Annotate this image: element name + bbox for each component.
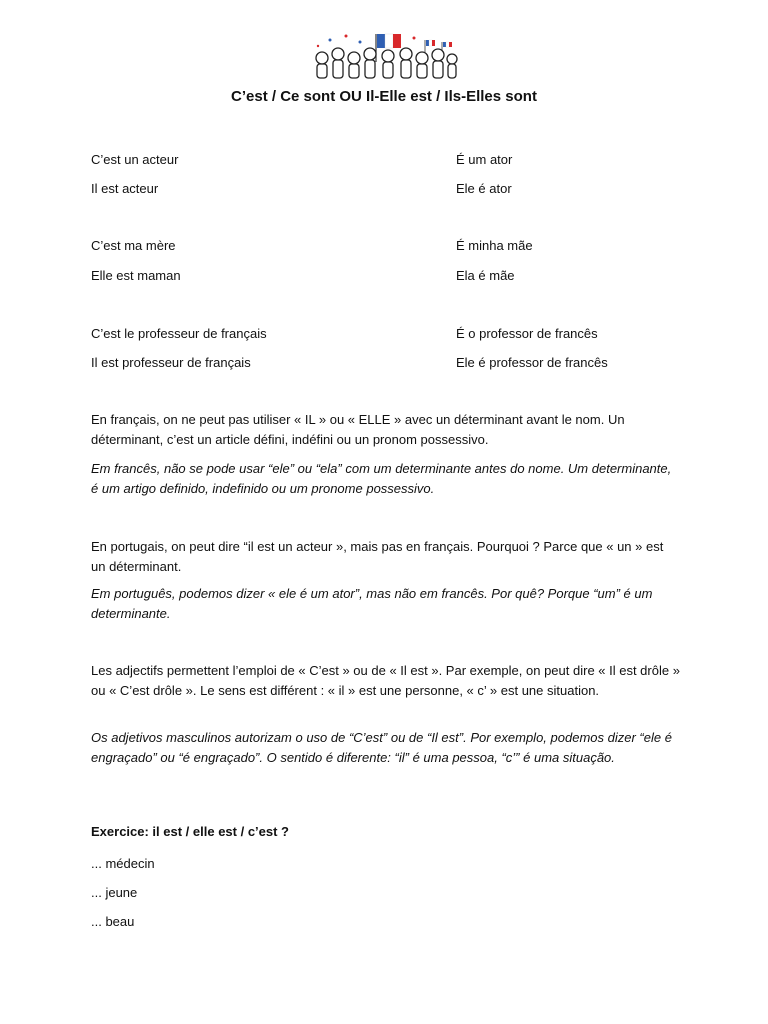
- french-sentence: C’est le professeur de français: [91, 326, 267, 341]
- cartoon-people-icon: [316, 48, 457, 78]
- portuguese-sentence: É minha mãe: [456, 238, 533, 253]
- explanation-paragraph-pt: Em português, podemos dizer « ele é um ator”, mas não em francês. Por quê? Porque “um” é um determinante.: [91, 586, 653, 621]
- explanation-paragraph-fr: En français, on ne peut pas utiliser « IL » ou « ELLE » avec un déterminant avant le nom. Un déterminant, c’est un article défini, indéfini ou un pronom possessivo.: [91, 412, 625, 447]
- page-title: C’est / Ce sont OU Il-Elle est / Ils-Elles sont: [231, 88, 537, 105]
- portuguese-sentence: É um ator: [456, 152, 513, 167]
- explanation-paragraph-pt: Os adjetivos masculinos autorizam o uso de “C’est” ou de “Il est”. Por exemplo, podemos dizer “ele é engraçado” ou “é engraçado”. O sentido é diferente: “il” é uma pessoa, “c’” é uma situação.: [91, 730, 672, 765]
- exercise-title: Exercice: il est / elle est / c’est ?: [91, 824, 289, 839]
- header-illustration: [310, 28, 460, 84]
- french-sentence: C’est un acteur: [91, 152, 179, 167]
- portuguese-sentence: Ela é mãe: [456, 268, 515, 283]
- portuguese-sentence: Ele é ator: [456, 181, 512, 196]
- portuguese-sentence: É o professor de francês: [456, 326, 598, 341]
- explanation-paragraph-fr: Les adjectifs permettent l’emploi de « C’est » ou de « Il est ». Par exemple, on peut dire « Il est drôle » ou « C’est drôle ». Le sens est différent : « il » est une personne, « c’ » est une situation.: [91, 663, 680, 698]
- french-sentence: Il est acteur: [91, 181, 159, 196]
- explanation-paragraph-fr: En portugais, on peut dire “il est un acteur », mais pas en français. Pourquoi ? Parce que « un » est un déterminant.: [91, 539, 664, 574]
- exercise-item: ... beau: [91, 914, 135, 929]
- portuguese-sentence: Ele é professor de francês: [456, 355, 608, 370]
- explanation-paragraph-pt: Em francês, não se pode usar “ele” ou “ela” com um determinante antes do nome. Um determinante, é um artigo definido, indefinido ou um pronome possessivo.: [91, 461, 672, 496]
- french-sentence: Elle est maman: [91, 268, 181, 283]
- french-sentence: C’est ma mère: [91, 238, 176, 253]
- french-sentence: Il est professeur de français: [91, 355, 251, 370]
- exercise-item: ... médecin: [91, 856, 155, 871]
- exercise-item: ... jeune: [91, 885, 138, 900]
